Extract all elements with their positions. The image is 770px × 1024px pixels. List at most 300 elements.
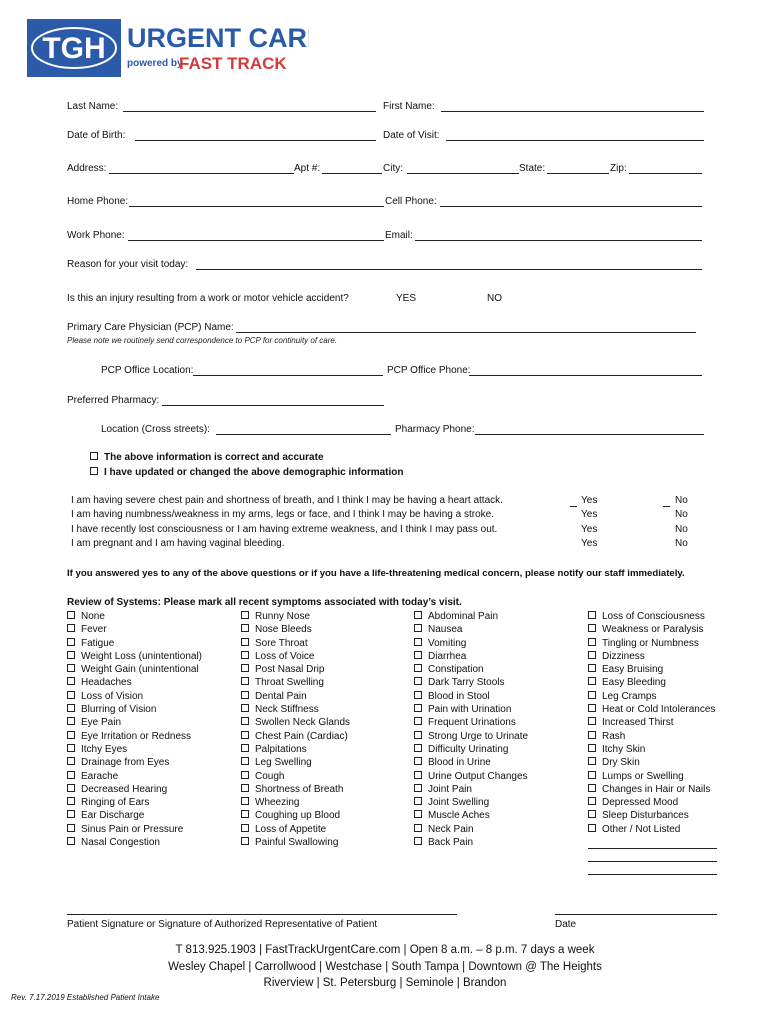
symptom-row[interactable] (414, 663, 528, 676)
symptom-label: Eye Pain (81, 717, 122, 729)
symptom-label: Muscle Aches (428, 810, 490, 822)
symptom-row[interactable] (241, 783, 350, 796)
symptom-row[interactable] (588, 716, 715, 729)
revision-note: Rev. 7.17.2019 Established Patient Intake (11, 993, 160, 1002)
symptom-row[interactable] (67, 783, 202, 796)
symptom-label: Frequent Urinations (428, 717, 516, 729)
symptom-label: Vomiting (428, 637, 467, 649)
checkbox-icon[interactable] (588, 664, 596, 672)
symptom-label: None (81, 611, 105, 622)
pcp-location-field[interactable] (193, 375, 383, 376)
logo-product: FAST TRACK (179, 54, 287, 73)
checkbox-icon[interactable] (588, 717, 596, 725)
checkbox-icon[interactable] (67, 691, 75, 699)
pharmacy-phone-label: Pharmacy Phone: (395, 424, 475, 435)
symptom-row[interactable] (67, 836, 202, 849)
checkbox-icon[interactable] (588, 784, 596, 792)
injury-no-option[interactable]: NO (487, 293, 502, 304)
symptom-label: Ear Discharge (81, 810, 145, 822)
symptom-label: Fatigue (81, 637, 115, 649)
statement-pregnant: I am pregnant and I am having vaginal bleeding. (71, 538, 285, 549)
symptom-label: Dark Tarry Stools (428, 677, 505, 689)
symptom-label: Wheezing (255, 797, 300, 809)
symptom-label: Decreased Hearing (81, 783, 168, 795)
symptom-row[interactable] (588, 703, 715, 716)
tgh-urgent-care-logo (27, 19, 309, 77)
checkbox-icon[interactable] (241, 837, 249, 845)
statement-stroke-yes[interactable]: Yes (581, 509, 598, 520)
checkbox-icon[interactable] (414, 771, 422, 779)
footer-locations-1: Wesley Chapel | Carrollwood | Westchase | South Tampa | Downtown @ The Heights (168, 961, 602, 973)
checkbox-icon[interactable] (588, 757, 596, 765)
statement-stroke-no[interactable]: No (675, 509, 688, 520)
confirm-correct-checkbox[interactable] (90, 452, 98, 460)
symptom-row[interactable] (67, 703, 202, 716)
other-line-1[interactable] (588, 848, 717, 849)
checkbox-icon[interactable] (67, 731, 75, 739)
symptom-label: Difficulty Urinating (428, 743, 509, 755)
logo-title: URGENT CARE (127, 23, 309, 53)
patient-signature-label: Patient Signature or Signature of Authorized Representative of Patient (67, 919, 378, 930)
symptom-row[interactable] (241, 796, 350, 809)
symptom-row[interactable] (241, 756, 350, 769)
checkbox-icon[interactable] (414, 810, 422, 818)
checkbox-icon[interactable] (67, 651, 75, 659)
checkbox-icon[interactable] (588, 704, 596, 712)
symptom-row[interactable] (241, 743, 350, 756)
symptom-row[interactable] (588, 756, 715, 769)
symptom-label: Painful Swallowing (255, 837, 339, 849)
patient-signature-field[interactable] (67, 914, 457, 915)
statement-pregnant-yes[interactable]: Yes (581, 538, 598, 549)
symptom-row[interactable] (588, 783, 715, 796)
symptom-label: Loss of Appetite (255, 823, 327, 835)
email-label: Email: (385, 230, 413, 241)
symptom-row[interactable] (414, 809, 528, 822)
symptom-label: Post Nasal Drip (255, 664, 325, 676)
symptom-label: Diarrhea (428, 650, 467, 662)
checkbox-icon[interactable] (414, 837, 422, 845)
pcp-name-field[interactable] (236, 332, 696, 333)
symptom-row[interactable] (67, 637, 202, 650)
checkbox-icon[interactable] (588, 624, 596, 632)
symptom-label: Ringing of Ears (81, 797, 150, 809)
symptom-label: Leg Swelling (255, 757, 312, 769)
symptom-label: Joint Pain (428, 783, 472, 795)
symptom-label: Shortness of Breath (255, 783, 344, 795)
checkbox-icon[interactable] (241, 717, 249, 725)
symptom-label: Weakness or Paralysis (602, 624, 704, 636)
checkbox-icon[interactable] (67, 624, 75, 632)
symptom-label: Earache (81, 770, 119, 782)
checkbox-icon[interactable] (241, 704, 249, 712)
symptom-label: Urine Output Changes (428, 770, 528, 782)
checkbox-icon[interactable] (588, 691, 596, 699)
symptom-row[interactable] (588, 743, 715, 756)
symptom-label: Blurring of Vision (81, 704, 157, 716)
checkbox-icon[interactable] (588, 651, 596, 659)
symptom-row[interactable] (67, 743, 202, 756)
checkbox-icon[interactable] (241, 771, 249, 779)
checkbox-icon[interactable] (241, 638, 249, 646)
symptom-label: Increased Thirst (602, 717, 674, 729)
symptom-row[interactable] (414, 743, 528, 756)
checkbox-icon[interactable] (588, 611, 596, 619)
symptom-label: Neck Stiffness (255, 704, 319, 716)
statement-heart-attack-no[interactable]: No (675, 495, 688, 506)
symptom-row[interactable] (414, 783, 528, 796)
symptom-row[interactable] (241, 650, 350, 663)
symptom-label: Runny Nose (255, 611, 311, 622)
pcp-location-label: PCP Office Location: (101, 365, 194, 376)
statement-consciousness-yes[interactable]: Yes (581, 524, 598, 535)
checkbox-icon[interactable] (414, 797, 422, 805)
symptom-row[interactable] (414, 637, 528, 650)
symptom-label: Fever (81, 624, 107, 636)
checkbox-icon[interactable] (241, 731, 249, 739)
address-label: Address: (67, 163, 107, 174)
checkbox-icon[interactable] (414, 624, 422, 632)
checkbox-icon[interactable] (588, 677, 596, 685)
statement-consciousness-no[interactable]: No (675, 524, 688, 535)
checkbox-icon[interactable] (414, 651, 422, 659)
home-phone-field[interactable] (129, 206, 384, 207)
city-label: City: (383, 163, 403, 174)
checkbox-icon[interactable] (588, 771, 596, 779)
symptom-row[interactable] (67, 663, 202, 676)
confirm-updated-text: I have updated or changed the above demographic information (104, 467, 404, 478)
symptom-label: Weight Loss (unintentional) (81, 650, 202, 662)
symptom-row[interactable] (67, 809, 202, 822)
symptom-row[interactable] (67, 610, 202, 623)
apt-field[interactable] (322, 173, 382, 174)
checkbox-icon[interactable] (414, 611, 422, 619)
symptom-row[interactable] (241, 836, 350, 849)
checkbox-icon[interactable] (67, 797, 75, 805)
symptom-row[interactable] (241, 610, 350, 623)
symptom-row[interactable] (67, 690, 202, 703)
checkbox-icon[interactable] (241, 810, 249, 818)
symptom-label: Loss of Vision (81, 690, 144, 702)
symptom-label: Weight Gain (unintentional (81, 664, 199, 676)
pharmacy-location-label: Location (Cross streets): (101, 424, 210, 435)
confirm-correct-row[interactable] (90, 452, 324, 463)
footer-contact: T 813.925.1903 | FastTrackUrgentCare.com | Open 8 a.m. – 8 p.m. 7 days a week (175, 944, 595, 956)
symptom-row[interactable] (588, 690, 715, 703)
stroke-no-mark (663, 506, 670, 507)
symptom-label: Palpitations (255, 743, 307, 755)
symptom-row[interactable] (241, 770, 350, 783)
symptom-row[interactable] (241, 703, 350, 716)
logo-brand: TGH (42, 32, 106, 65)
symptom-row[interactable] (414, 716, 528, 729)
checkbox-icon[interactable] (414, 744, 422, 752)
symptom-row[interactable] (414, 770, 528, 783)
symptom-label: Pain with Urination (428, 704, 512, 716)
symptom-label: Back Pain (428, 837, 474, 849)
symptom-label: Depressed Mood (602, 797, 679, 809)
statement-stroke: I am having numbness/weakness in my arms, legs or face, and I think I may be having a stroke. (71, 509, 494, 520)
symptom-label: Headaches (81, 677, 132, 689)
confirm-correct-text: The above information is correct and accurate (104, 452, 324, 463)
symptom-label: Throat Swelling (255, 677, 324, 689)
symptom-label: Itchy Eyes (81, 743, 128, 755)
symptom-row[interactable] (588, 823, 715, 836)
checkbox-icon[interactable] (67, 784, 75, 792)
symptom-label: Easy Bruising (602, 664, 664, 676)
symptom-row[interactable] (67, 730, 202, 743)
symptom-row[interactable] (67, 676, 202, 689)
symptom-row[interactable] (588, 730, 715, 743)
checkbox-icon[interactable] (67, 611, 75, 619)
injury-question: Is this an injury resulting from a work or motor vehicle accident? (67, 293, 349, 304)
checkbox-icon[interactable] (67, 744, 75, 752)
symptom-label: Nasal Congestion (81, 837, 160, 849)
symptom-row[interactable] (241, 716, 350, 729)
symptom-row[interactable] (241, 690, 350, 703)
symptom-label: Coughing up Blood (255, 810, 341, 822)
symptom-label: Nose Bleeds (255, 624, 312, 636)
zip-label: Zip: (610, 163, 627, 174)
symptom-row[interactable] (67, 756, 202, 769)
symptom-row[interactable] (414, 836, 528, 849)
checkbox-icon[interactable] (588, 731, 596, 739)
symptom-label: Eye Irritation or Redness (81, 730, 192, 742)
logo-mark (27, 19, 309, 77)
checkbox-icon[interactable] (241, 677, 249, 685)
symptom-label: Tingling or Numbness (602, 637, 699, 649)
symptoms-col-3 (414, 610, 528, 849)
state-label: State: (519, 163, 546, 174)
checkbox-icon[interactable] (67, 771, 75, 779)
pharmacy-location-field[interactable] (216, 434, 391, 435)
checkbox-icon[interactable] (414, 757, 422, 765)
symptom-label: Chest Pain (Cardiac) (255, 730, 348, 742)
symptom-row[interactable] (414, 756, 528, 769)
symptom-row[interactable] (241, 823, 350, 836)
symptom-row[interactable] (67, 623, 202, 636)
checkbox-icon[interactable] (241, 664, 249, 672)
checkbox-icon[interactable] (414, 664, 422, 672)
symptom-row[interactable] (414, 796, 528, 809)
statement-heart-attack-yes[interactable]: Yes (581, 495, 598, 506)
checkbox-icon[interactable] (241, 611, 249, 619)
checkbox-icon[interactable] (241, 757, 249, 765)
symptom-row[interactable] (414, 730, 528, 743)
symptom-label: Rash (602, 730, 626, 742)
symptom-label: Heat or Cold Intolerances (602, 704, 716, 716)
symptom-label: Joint Swelling (428, 797, 490, 809)
pharmacy-phone-field[interactable] (475, 434, 704, 435)
symptom-label: Swollen Neck Glands (255, 717, 351, 729)
symptom-label: Blood in Urine (428, 757, 491, 769)
symptom-row[interactable] (588, 637, 715, 650)
address-field[interactable] (109, 173, 294, 174)
city-field[interactable] (407, 173, 519, 174)
symptom-row[interactable] (588, 650, 715, 663)
symptom-label: Cough (255, 770, 285, 782)
date-of-visit-label: Date of Visit: (383, 130, 440, 141)
pharmacy-label: Preferred Pharmacy: (67, 395, 160, 406)
checkbox-icon[interactable] (67, 757, 75, 765)
checkbox-icon[interactable] (241, 651, 249, 659)
symptoms-col-4 (588, 610, 715, 836)
symptom-label: Drainage from Eyes (81, 757, 170, 769)
pharmacy-field[interactable] (162, 405, 384, 406)
warning-text: If you answered yes to any of the above questions or if you have a life-threatening medical concern, please notify our staff immediately. (67, 568, 685, 579)
symptom-label: Sinus Pain or Pressure (81, 823, 184, 835)
first-name-field[interactable] (441, 111, 704, 112)
symptom-label: Loss of Consciousness (602, 611, 705, 622)
symptom-row[interactable] (67, 716, 202, 729)
date-of-visit-field[interactable] (446, 140, 704, 141)
symptoms-col-2 (241, 610, 350, 849)
symptom-row[interactable] (588, 610, 715, 623)
checkbox-icon[interactable] (588, 824, 596, 832)
checkbox-icon[interactable] (241, 824, 249, 832)
confirm-updated-row[interactable] (90, 467, 404, 478)
symptoms-col-1 (67, 610, 202, 849)
work-phone-field[interactable] (128, 240, 384, 241)
checkbox-icon[interactable] (67, 717, 75, 725)
footer-locations-2: Riverview | St. Petersburg | Seminole | Brandon (263, 977, 507, 989)
symptom-row[interactable] (67, 823, 202, 836)
review-title: Review of Systems: Please mark all recent symptoms associated with today’s visit. (67, 597, 462, 608)
checkbox-icon[interactable] (67, 824, 75, 832)
symptom-label: Loss of Voice (255, 650, 315, 662)
pcp-note: Please note we routinely send correspondence to PCP for continuity of care. (67, 336, 338, 345)
checkbox-icon[interactable] (67, 664, 75, 672)
cell-phone-label: Cell Phone: (385, 196, 437, 207)
dob-label: Date of Birth: (67, 130, 126, 141)
symptom-row[interactable] (67, 770, 202, 783)
symptom-row[interactable] (414, 610, 528, 623)
checkbox-icon[interactable] (241, 744, 249, 752)
pcp-phone-field[interactable] (469, 375, 702, 376)
symptom-row[interactable] (67, 796, 202, 809)
checkbox-icon[interactable] (241, 797, 249, 805)
checkbox-icon[interactable] (588, 810, 596, 818)
symptom-label: Blood in Stool (428, 690, 490, 702)
checkbox-icon[interactable] (67, 837, 75, 845)
symptom-row[interactable] (414, 650, 528, 663)
symptom-row[interactable] (414, 703, 528, 716)
symptom-label: Other / Not Listed (602, 823, 681, 835)
stroke-yes-mark (570, 506, 577, 507)
symptom-label: Leg Cramps (602, 690, 657, 702)
other-line-3[interactable] (588, 874, 717, 875)
checkbox-icon[interactable] (414, 638, 422, 646)
symptom-row[interactable] (241, 623, 350, 636)
date-signature-field[interactable] (555, 914, 717, 915)
statement-heart-attack: I am having severe chest pain and shortness of breath, and I think I may be having a heart attack. (71, 495, 503, 506)
symptom-row[interactable] (588, 770, 715, 783)
checkbox-icon[interactable] (588, 638, 596, 646)
injury-yes-option[interactable]: YES (396, 293, 417, 304)
symptom-row[interactable] (241, 676, 350, 689)
symptom-label: Dental Pain (255, 690, 307, 702)
apt-label: Apt #: (294, 163, 321, 174)
symptom-label: Changes in Hair or Nails (602, 783, 711, 795)
symptom-row[interactable] (588, 663, 715, 676)
symptom-label: Itchy Skin (602, 743, 646, 755)
symptom-label: Easy Bleeding (602, 677, 666, 689)
checkbox-icon[interactable] (241, 624, 249, 632)
symptom-label: Dizziness (602, 650, 645, 662)
symptom-row[interactable] (67, 650, 202, 663)
symptom-label: Lumps or Swelling (602, 770, 684, 782)
checkbox-icon[interactable] (414, 704, 422, 712)
pcp-phone-label: PCP Office Phone: (387, 365, 471, 376)
symptom-row[interactable] (588, 676, 715, 689)
cell-phone-field[interactable] (440, 206, 702, 207)
reason-field[interactable] (196, 269, 702, 270)
checkbox-icon[interactable] (414, 691, 422, 699)
home-phone-label: Home Phone: (67, 196, 129, 207)
checkbox-icon[interactable] (67, 704, 75, 712)
symptom-label: Neck Pain (428, 823, 474, 835)
symptom-label: Sleep Disturbances (602, 810, 689, 822)
checkbox-icon[interactable] (414, 824, 422, 832)
checkbox-icon[interactable] (414, 717, 422, 725)
symptom-row[interactable] (241, 663, 350, 676)
symptom-row[interactable] (241, 637, 350, 650)
email-field[interactable] (415, 240, 702, 241)
last-name-field[interactable] (123, 111, 376, 112)
checkbox-icon[interactable] (588, 797, 596, 805)
work-phone-label: Work Phone: (67, 230, 125, 241)
symptom-label: Strong Urge to Urinate (428, 730, 529, 742)
symptom-row[interactable] (588, 809, 715, 822)
symptom-row[interactable] (414, 676, 528, 689)
statement-consciousness: I have recently lost consciousness or I am having extreme weakness, and I think I may pass out. (71, 524, 498, 535)
date-signature-label: Date (555, 919, 577, 930)
first-name-label: First Name: (383, 101, 435, 112)
checkbox-icon[interactable] (67, 677, 75, 685)
reason-label: Reason for your visit today: (67, 259, 189, 270)
symptom-label: Constipation (428, 664, 484, 676)
symptom-label: Sore Throat (255, 637, 308, 649)
symptom-row[interactable] (414, 690, 528, 703)
zip-field[interactable] (629, 173, 702, 174)
checkbox-icon[interactable] (414, 677, 422, 685)
checkbox-icon[interactable] (67, 638, 75, 646)
symptom-row[interactable] (414, 823, 528, 836)
statement-pregnant-no[interactable]: No (675, 538, 688, 549)
symptom-label: Abdominal Pain (428, 611, 499, 622)
symptom-label: Nausea (428, 624, 463, 636)
checkbox-icon[interactable] (414, 784, 422, 792)
symptom-row[interactable] (241, 809, 350, 822)
symptom-row[interactable] (414, 623, 528, 636)
last-name-label: Last Name: (67, 101, 119, 112)
checkbox-icon[interactable] (414, 731, 422, 739)
checkbox-icon[interactable] (67, 810, 75, 818)
logo-powered: powered by (127, 58, 183, 69)
state-field[interactable] (547, 173, 609, 174)
checkbox-icon[interactable] (241, 691, 249, 699)
checkbox-icon[interactable] (588, 744, 596, 752)
symptom-label: Dry Skin (602, 757, 640, 769)
dob-field[interactable] (135, 140, 376, 141)
symptom-row[interactable] (588, 796, 715, 809)
confirm-updated-checkbox[interactable] (90, 467, 98, 475)
symptom-row[interactable] (588, 623, 715, 636)
pcp-name-label: Primary Care Physician (PCP) Name: (67, 322, 234, 333)
checkbox-icon[interactable] (241, 784, 249, 792)
symptom-row[interactable] (241, 730, 350, 743)
other-line-2[interactable] (588, 861, 717, 862)
